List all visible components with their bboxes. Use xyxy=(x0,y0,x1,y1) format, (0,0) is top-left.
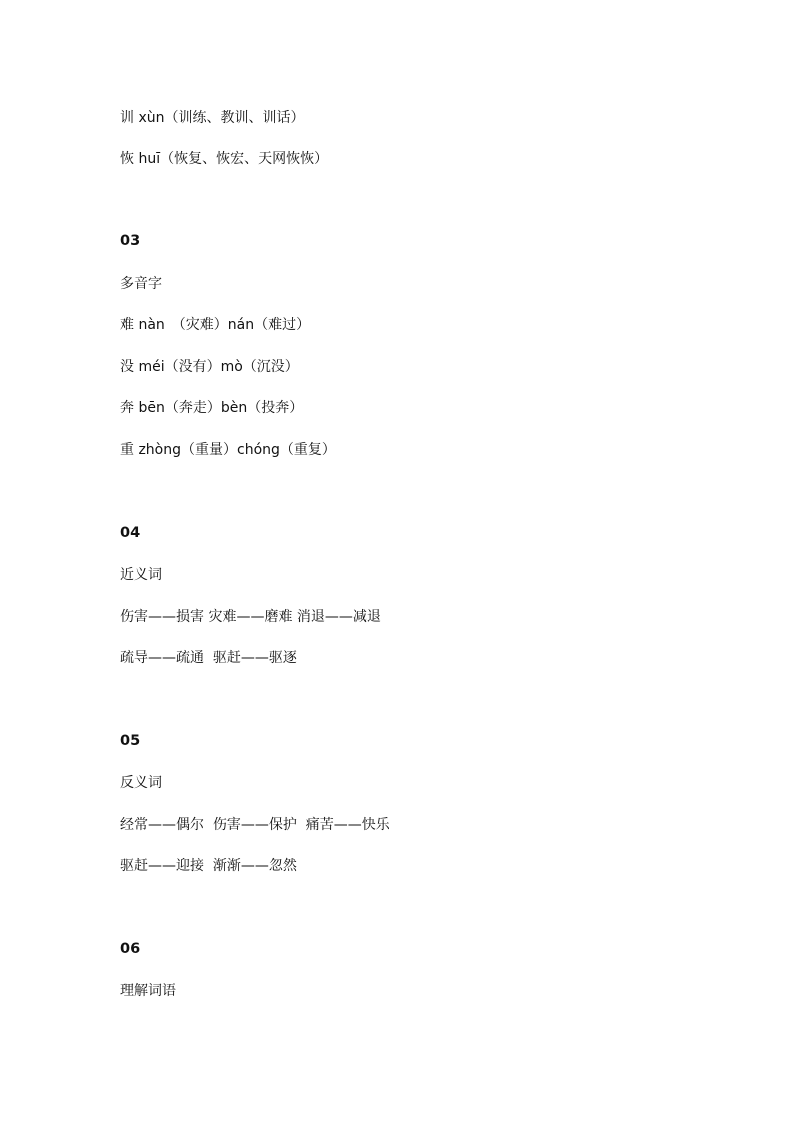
polyphone-entry-nan: 难 nàn （灾难）nán（难过） xyxy=(120,317,311,333)
section-title-antonyms: 反义词 xyxy=(120,775,162,791)
polyphone-entry-hui: 恢 huī（恢复、恢宏、天网恢恢） xyxy=(120,151,329,167)
synonym-line-1: 伤害——损害 灾难——磨难 消退——减退 xyxy=(120,609,381,625)
section-number-06: 06 xyxy=(120,941,141,957)
section-number-05: 05 xyxy=(120,733,141,749)
antonym-line-1: 经常——偶尔 伤害——保护 痛苦——快乐 xyxy=(120,817,390,833)
section-title-polyphonic: 多音字 xyxy=(120,276,162,292)
polyphone-entry-ben: 奔 bēn（奔走）bèn（投奔） xyxy=(120,400,304,416)
polyphone-entry-xun: 训 xùn（训练、教训、训话） xyxy=(120,110,305,126)
section-title-synonyms: 近义词 xyxy=(120,567,162,583)
polyphone-entry-zhong: 重 zhòng（重量）chóng（重复） xyxy=(120,442,336,458)
section-title-word-comprehension: 理解词语 xyxy=(120,983,176,999)
section-number-04: 04 xyxy=(120,525,141,541)
antonym-line-2: 驱赶——迎接 渐渐——忽然 xyxy=(120,858,297,874)
polyphone-entry-mei: 没 méi（没有）mò（沉没） xyxy=(120,359,299,375)
synonym-line-2: 疏导——疏通 驱赶——驱逐 xyxy=(120,650,297,666)
section-number-03: 03 xyxy=(120,233,141,249)
